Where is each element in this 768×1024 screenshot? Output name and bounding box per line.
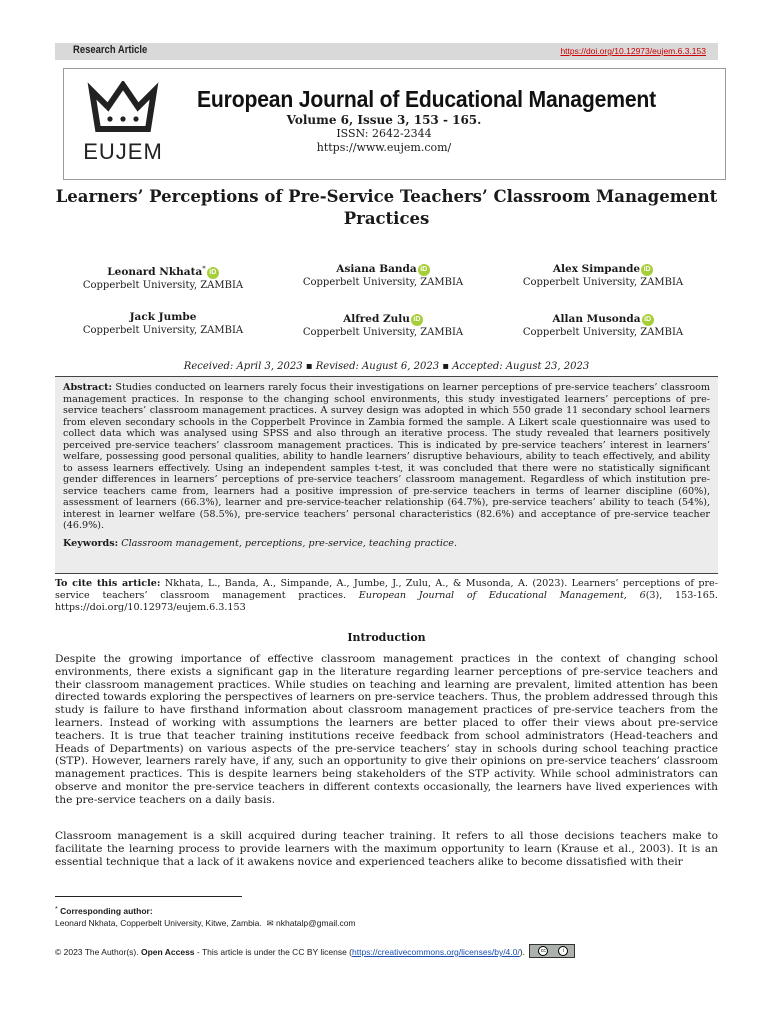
orcid-icon[interactable]: iD [642,314,654,326]
citation-journal: European Journal of Educational Management, 6 [358,590,646,601]
keywords-text: Classroom management, perceptions, pre-service, teaching practice. [121,537,457,549]
orcid-icon[interactable]: iD [207,267,219,279]
author-name: Jack Jumbe [129,311,197,323]
author-affiliation: Copperbelt University, ZAMBIA [522,327,684,338]
author-block [283,313,483,339]
journal-info [197,113,571,155]
citation-text: Nkhata, L., Banda, A., Simpande, A., Jumbe, J., Zulu, A., & Musonda, A. (2023). Learners’ perceptions of pre-service teachers’ classroom management practices. [55,578,718,601]
keywords [63,538,710,550]
paper-title-line: Practices [343,209,430,228]
doi-link[interactable]: https://doi.org/10.12973/eujem.6.3.153 [560,46,706,56]
author-name: Asiana Banda [336,263,417,275]
license-link[interactable]: https://creativecommons.org/licenses/by/4.0/ [352,947,520,957]
author-block [503,263,703,289]
author-block [503,313,703,339]
author-name: Alfred Zulu [343,313,410,325]
license-suffix: ). [519,947,525,957]
abstract-text: Studies conducted on learners rarely focus their investigations on learner perceptions of pre-service teachers’ classroom management practices. In response to the changing school environments, this study investigated learners’ perceptions of pre-service teachers’ classroom management practices. A survey design was adopted in which 550 grade 11 secondary school learners from eleven secondary schools in the Copperbelt Province in Zambia formed the sample. A Likert scale questionnaire was used to collect data which was analysed using SPSS and also through an iterative process. The study revealed that learners positively perceived pre-service teachers’ classroom management practices. This is indicated by pre-service teachers’ interest in learners’ welfare, possessing good personal qualities, ability to handle learners’ disruptive behaviours, ability to teach effectively, and ability to assess learners effectively. Using an independent samples t-test, it was concluded that there were no statistically significant gender differences in learners’ perceptions of pre-service teachers’ classroom management. Regardless of which institution pre-service teachers came from, learners had a positive impression of pre-service teachers in terms of learner discipline (60%), assessment of learners (66.3%), learner and pre-service-teacher relationship (64.7%), pre-service teachers’ ability to teach (54%), interest in learner welfare (58.5%), pre-service teachers’ personal characteristics (82.6%) and acceptance of pre-service teacher (46.9%). [63,382,710,531]
author-block [283,263,483,289]
article-type-bar [55,43,718,60]
footnote-text: Leonard Nkhata, Copperbelt University, Kitwe, Zambia. [55,918,262,928]
cc-by-badge-icon[interactable]: cc i [529,944,575,958]
citation [55,578,718,614]
author-affiliation: Copperbelt University, ZAMBIA [82,325,244,336]
open-access-label: Open Access [140,947,195,957]
author-affiliation: Copperbelt University, ZAMBIA [82,280,244,291]
crown-icon [86,81,160,133]
journal-logo [80,79,170,169]
received-dates: Received: April 3, 2023 ▪ Revised: August 6, 2023 ▪ Accepted: August 23, 2023 [183,361,590,372]
article-type-label: Research Article [73,44,148,56]
corresponding-marker: * [202,265,206,273]
citation-label: To cite this article: [55,578,161,589]
footnote-label: Corresponding author: [60,906,153,916]
orcid-icon[interactable]: iD [418,264,430,276]
author-name: Alex Simpande [552,263,641,275]
footnote-marker: * [55,906,58,913]
author-affiliation: Copperbelt University, ZAMBIA [302,327,464,338]
journal-issn: ISSN: 2642-2344 [336,127,432,140]
orcid-icon[interactable]: iD [411,314,423,326]
journal-url[interactable]: https://www.eujem.com/ [316,141,452,154]
keywords-label: Keywords: [63,537,119,549]
author-block [63,311,263,337]
section-heading-introduction: Introduction [347,631,426,644]
abstract-box [55,376,718,574]
author-affiliation: Copperbelt University, ZAMBIA [522,277,684,288]
author-affiliation: Copperbelt University, ZAMBIA [302,277,464,288]
license-line [55,944,718,958]
abstract-label: Abstract: [63,382,113,393]
journal-volume: Volume 6, Issue 3, 153 - 165. [286,113,482,127]
email-icon: ✉ [266,918,274,928]
abstract [63,382,710,532]
license-text: - This article is under the CC BY license ( [196,947,353,957]
body-paragraph: Despite the growing importance of effective classroom management practices in the context of changing school environments, there exists a significant gap in the literature regarding learner perceptions of pre-service teachers and their classroom management practices. While studies on teaching and learning are prevalent, limited attention has been directed towards exploring the perspectives of learners on pre-service teachers. Thus, the problem addressed through this study is failure to have firsthand information about classroom management practices of pre-service teachers from the learners. Instead of working with assumptions the learners are better placed to offer their views about pre-service teachers. It is true that teacher training institutions receive feedback from school administrators (Head-teachers and Heads of Departments) on various aspects of the pre-service teachers’ stay in schools during school teaching practice (STP). However, learners rarely have, if any, such an opportunity to give their opinions on pre-service teachers’ classroom management practices. This is despite learners being stakeholders of the STP activity. While school administrators can observe and monitor the pre-service teachers in different contexts occasionally, the learners have lived experiences with the pre-service teachers on a daily basis. [55,653,718,806]
journal-header [63,68,726,180]
paper-title [55,186,718,230]
footnote-divider [55,896,242,897]
orcid-icon[interactable]: iD [641,264,653,276]
author-block [63,263,263,292]
footnote-email[interactable]: nkhatalp@gmail.com [276,918,356,928]
journal-title: European Journal of Educational Management [197,86,657,112]
citation-tail: (3), 153-165. https://doi.org/10.12973/eujem.6.3.153 [55,590,718,613]
footnote [55,904,718,929]
author-name: Allan Musonda [552,313,641,325]
author-name: Leonard Nkhata [107,266,203,278]
copyright-text: © 2023 The Author(s). [55,947,139,957]
paper-title-line: Learners’ Perceptions of Pre-Service Teachers’ Classroom Management [55,187,718,206]
body-paragraph: Classroom management is a skill acquired during teacher training. It refers to all those decisions teachers make to facilitate the learning process to provide learners with the maximum opportunity to learn (Krause et al., 2003). It is an essential technique that a lack of it awakens novice and experienced teachers alike to become dissatisfied with their [55,830,718,868]
journal-abbrev: EUJEM [83,139,163,164]
